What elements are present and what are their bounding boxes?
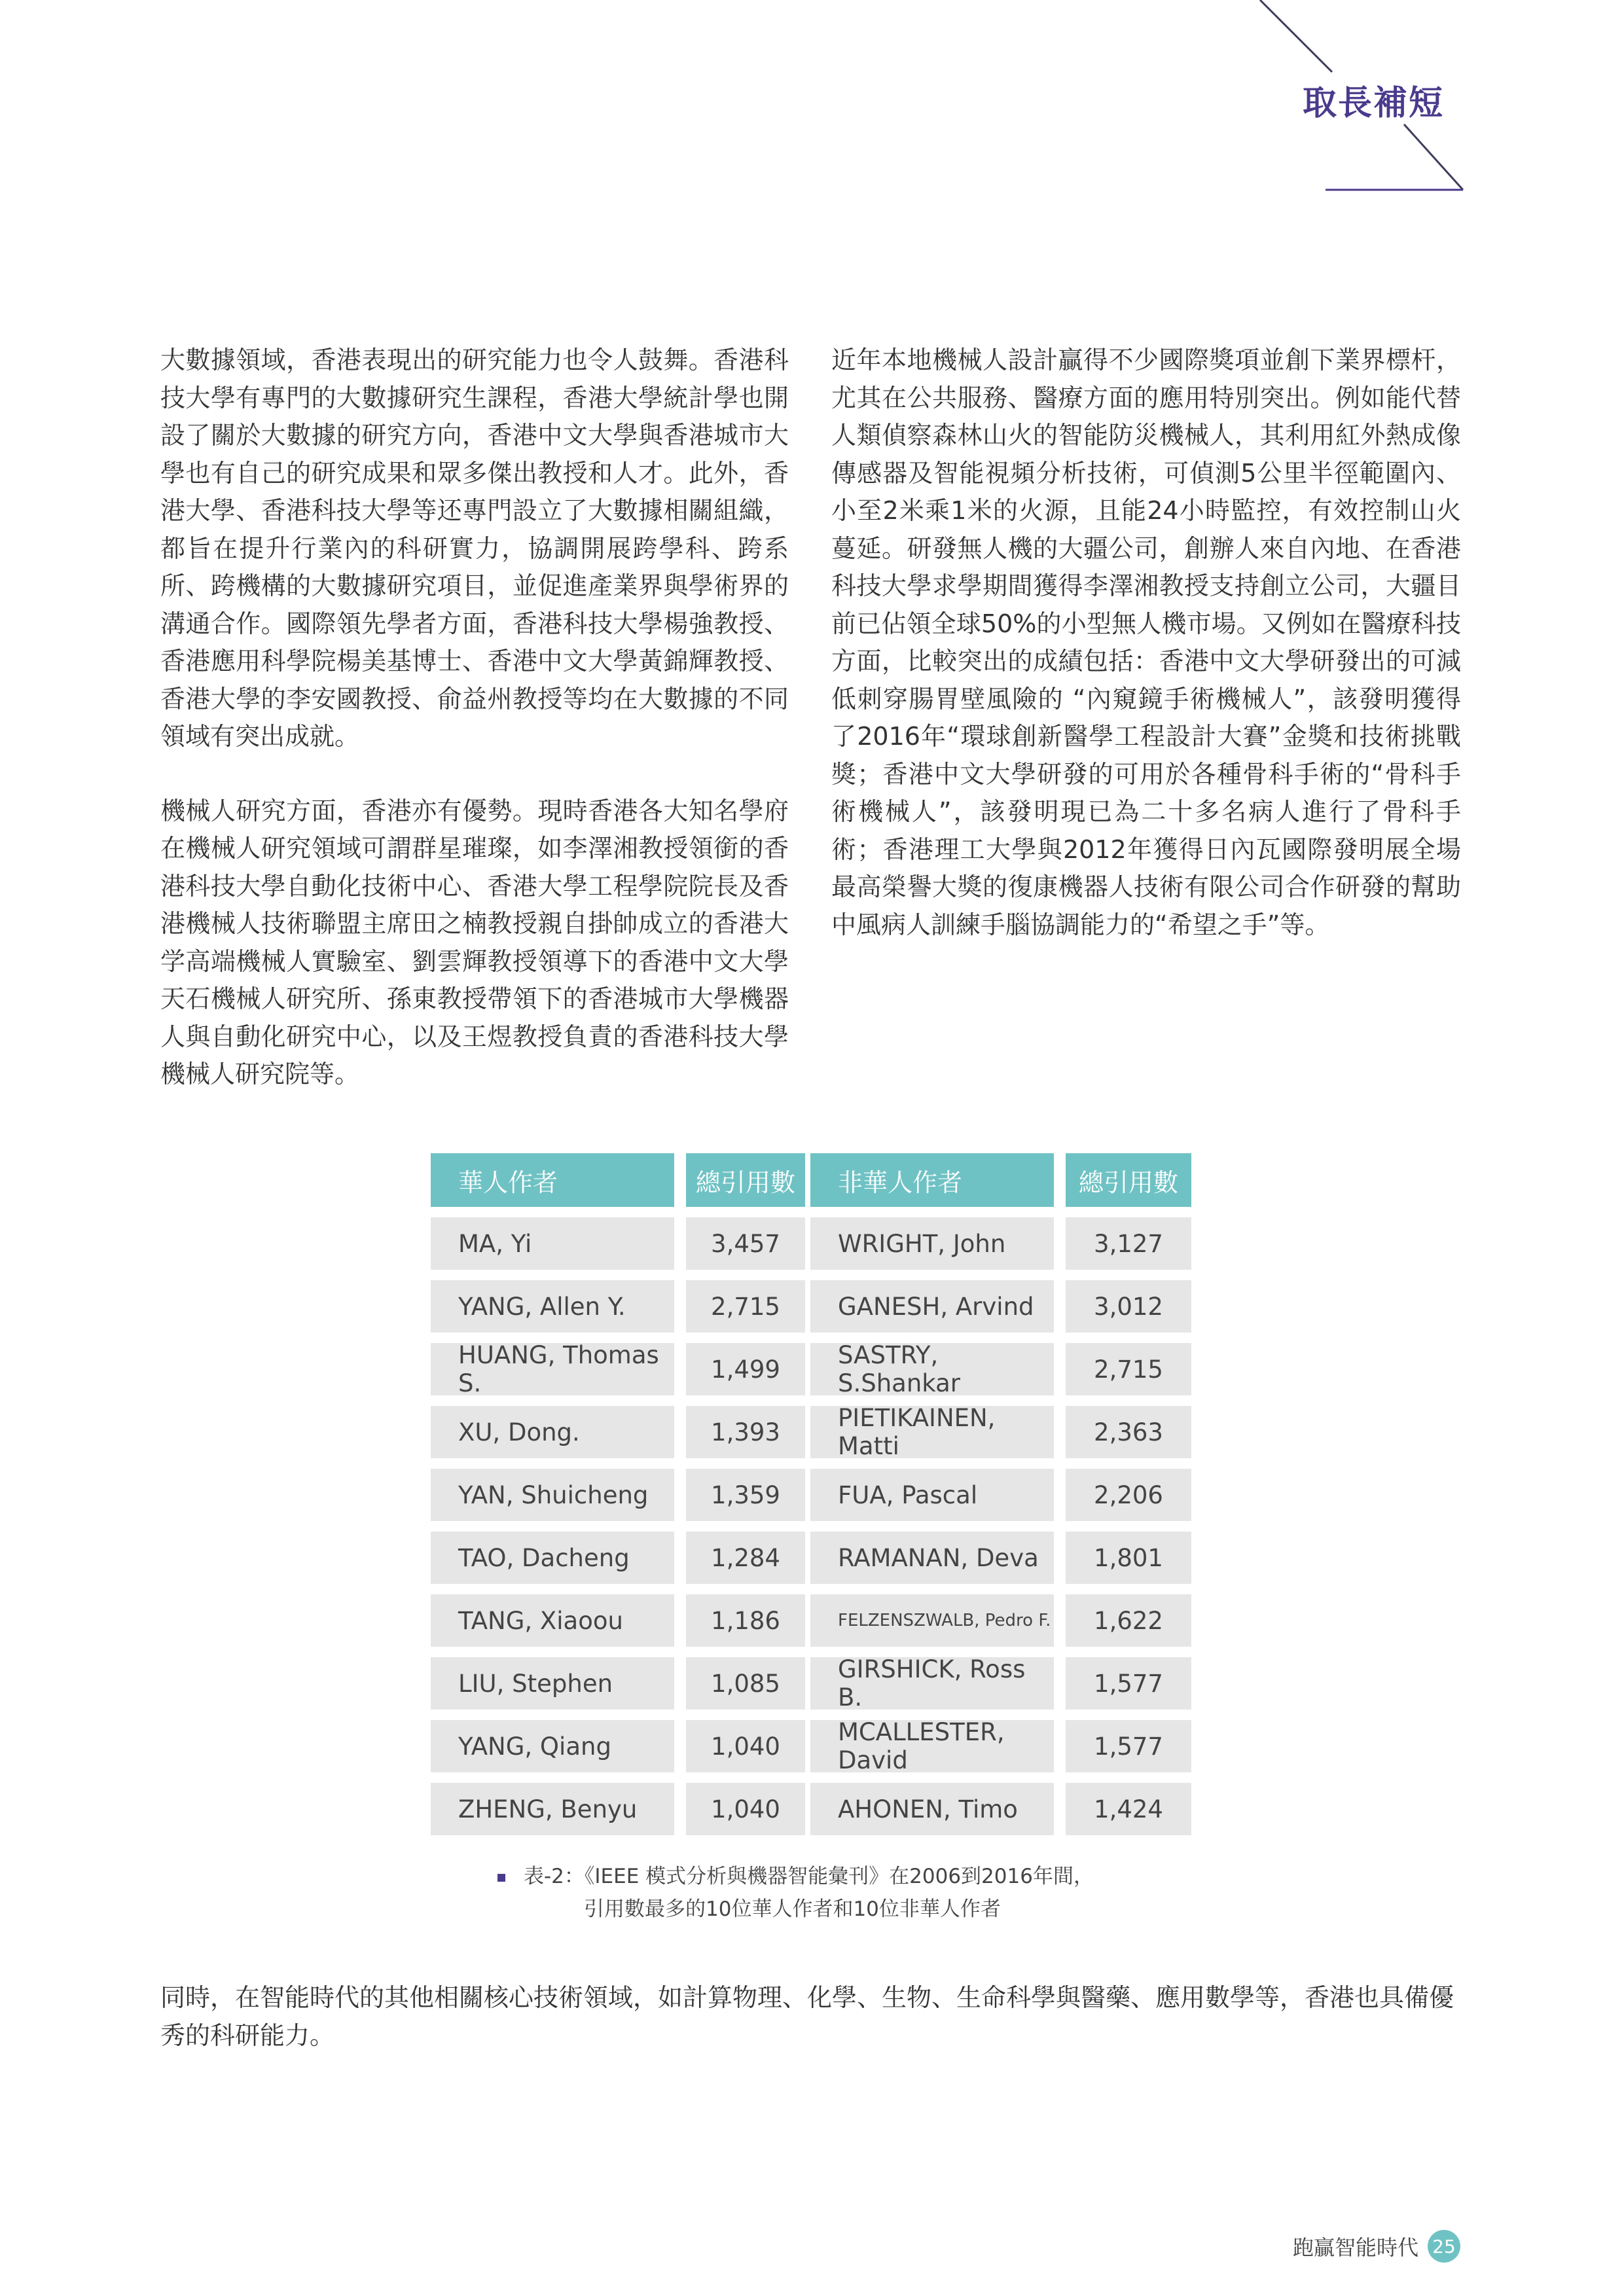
table-row — [431, 1594, 805, 1647]
author-name: YAN, Shuicheng — [431, 1469, 674, 1521]
author-name: HUANG, Thomas S. — [431, 1343, 674, 1395]
author-name: AHONEN, Timo — [810, 1783, 1054, 1835]
author-name: TAO, Dacheng — [431, 1532, 674, 1584]
author-name: WRIGHT, John — [810, 1217, 1054, 1270]
citation-count: 1,284 — [686, 1532, 805, 1584]
table-row — [810, 1280, 1191, 1333]
table-row — [810, 1720, 1191, 1772]
left-column — [160, 342, 789, 1094]
author-name: MA, Yi — [431, 1217, 674, 1270]
table-row — [810, 1469, 1191, 1521]
citation-count: 1,424 — [1066, 1783, 1191, 1835]
table-row — [431, 1783, 805, 1835]
citation-count: 1,040 — [686, 1783, 805, 1835]
author-name: TANG, Xiaoou — [431, 1594, 674, 1647]
citation-count: 1,577 — [1066, 1657, 1191, 1710]
citation-count: 3,457 — [686, 1217, 805, 1270]
author-name: YANG, Qiang — [431, 1720, 674, 1772]
citation-count: 2,715 — [1066, 1343, 1191, 1395]
citation-count: 1,577 — [1066, 1720, 1191, 1772]
citation-count: 2,206 — [1066, 1469, 1191, 1521]
citation-count: 1,040 — [686, 1720, 805, 1772]
citation-count: 1,393 — [686, 1406, 805, 1458]
table-header — [431, 1153, 805, 1207]
table-row — [810, 1406, 1191, 1458]
table-caption — [497, 1860, 1152, 1926]
table-row — [431, 1720, 805, 1772]
citation-count: 2,363 — [1066, 1406, 1191, 1458]
table-row — [431, 1406, 805, 1458]
page-number: 25 — [1428, 2230, 1460, 2263]
paragraph-other-fields: 同時，在智能時代的其他相關核心技術領域，如計算物理、化學、生物、生命科學與醫藥、應用數學等，香港也具備優秀的科研能力。 — [160, 1983, 1454, 2050]
publication-title: 跑贏智能時代 — [1292, 2235, 1418, 2260]
paragraph-robot-design: 近年本地機械人設計贏得不少國際獎項並創下業界標杆，尤其在公共服務、醫療方面的應用特別突出。例如能代替人類偵察森林山火的智能防災機械人，其利用紅外熱成像傳感器及智能視頻分析技術，可偵測5公里半徑範圍內、小至2米乘1米的火源，且能24小時監控，有效控制山火蔓延。研發無人機的大疆公司，創辦人來自內地、在香港科技大學求學期間獲得李澤湘教授支持創立公司，大疆目前已佔領全球50%的小型無人機市場。又例如在醫療科技方面，比較突出的成績包括：香港中文大學研發出的可減低刺穿腸胃壁風險的 “內窺鏡手術機械人”，該發明獲得了2016年“環球創新醫學工程設計大賽”金獎和技術挑戰獎；香港中文大學研發的可用於各種骨科手術的“骨科手術機械人”，該發明現已為二十多名病人進行了骨科手術；香港理工大學與2012年獲得日內瓦國際發明展全場最高榮譽大獎的復康機器人技術有限公司合作研發的幫助中風病人訓練手腦協調能力的“希望之手”等。 — [831, 346, 1461, 939]
right-column — [831, 342, 1461, 944]
header-citations: 總引用數 — [686, 1153, 805, 1207]
author-name: FELZENSZWALB, Pedro F. — [810, 1594, 1054, 1647]
author-name: YANG, Allen Y. — [431, 1280, 674, 1333]
author-name: ZHENG, Benyu — [431, 1783, 674, 1835]
table-row — [810, 1783, 1191, 1835]
author-name: RAMANAN, Deva — [810, 1532, 1054, 1584]
table-row — [431, 1532, 805, 1584]
table-row — [431, 1217, 805, 1270]
page-footer — [1293, 2230, 1460, 2263]
author-name: PIETIKAINEN, Matti — [810, 1406, 1054, 1458]
header-citations: 總引用數 — [1066, 1153, 1191, 1207]
author-name: FUA, Pascal — [810, 1469, 1054, 1521]
table-chinese-authors — [431, 1153, 805, 1835]
caption-line-1: 表-2：《IEEE 模式分析與機器智能彙刊》在2006到2016年間， — [524, 1865, 1094, 1888]
header-author: 非華人作者 — [810, 1153, 1054, 1207]
citation-count: 1,186 — [686, 1594, 805, 1647]
table-non-chinese-authors — [810, 1153, 1191, 1835]
header-author: 華人作者 — [431, 1153, 674, 1207]
paragraph-robotics: 機械人研究方面，香港亦有優勢。現時香港各大知名學府在機械人研究領域可謂群星璀璨，如李澤湘教授領銜的香港科技大學自動化技術中心、香港大學工程學院院長及香港機械人技術聯盟主席田之楠教授親自掛帥成立的香港大学高端機械人實驗室、劉雲輝教授領導下的香港中文大學天石機械人研究所、孫東教授帶領下的香港城市大學機器人與自動化研究中心，以及王煜教授負責的香港科技大學機械人研究院等。 — [160, 796, 789, 1088]
table-row — [810, 1657, 1191, 1710]
table-row — [431, 1657, 805, 1710]
table-row — [810, 1217, 1191, 1270]
table-row — [431, 1343, 805, 1395]
author-name: SASTRY, S.Shankar — [810, 1343, 1054, 1395]
author-name: XU, Dong. — [431, 1406, 674, 1458]
paragraph-big-data: 大數據領域，香港表現出的研究能力也令人鼓舞。香港科技大學有專門的大數據研究生課程，香港大學統計學也開設了關於大數據的研究方向，香港中文大學與香港城市大學也有自己的研究成果和眾多傑出教授和人才。此外，香港大學、香港科技大學等还專門設立了大數據相關組織，都旨在提升行業內的科研實力，協調開展跨學科、跨系所、跨機構的大數據研究項目，並促進產業界與學術界的溝通合作。國際領先學者方面，香港科技大學楊強教授、香港應用科學院楊美基博士、香港中文大學黃錦輝教授、香港大學的李安國教授、俞益州教授等均在大數據的不同領域有突出成就。 — [160, 346, 789, 751]
citation-count: 1,622 — [1066, 1594, 1191, 1647]
table-row — [810, 1532, 1191, 1584]
citation-count: 2,715 — [686, 1280, 805, 1333]
author-name: LIU, Stephen — [431, 1657, 674, 1710]
citation-count: 1,085 — [686, 1657, 805, 1710]
citation-count: 3,012 — [1066, 1280, 1191, 1333]
citation-count: 1,359 — [686, 1469, 805, 1521]
citation-count: 1,499 — [686, 1343, 805, 1395]
bullet-square-icon — [497, 1874, 505, 1882]
author-name: MCALLESTER, David — [810, 1720, 1054, 1772]
author-name: GANESH, Arvind — [810, 1280, 1054, 1333]
citation-count: 1,801 — [1066, 1532, 1191, 1584]
table-header — [810, 1153, 1191, 1207]
caption-line-2: 引用數最多的10位華人作者和10位非華人作者 — [584, 1897, 1001, 1921]
table-row — [810, 1343, 1191, 1395]
table-row — [810, 1594, 1191, 1647]
author-name: GIRSHICK, Ross B. — [810, 1657, 1054, 1710]
citation-count: 3,127 — [1066, 1217, 1191, 1270]
table-row — [431, 1469, 805, 1521]
section-title: 取長補短 — [1303, 84, 1445, 123]
table-row — [431, 1280, 805, 1333]
